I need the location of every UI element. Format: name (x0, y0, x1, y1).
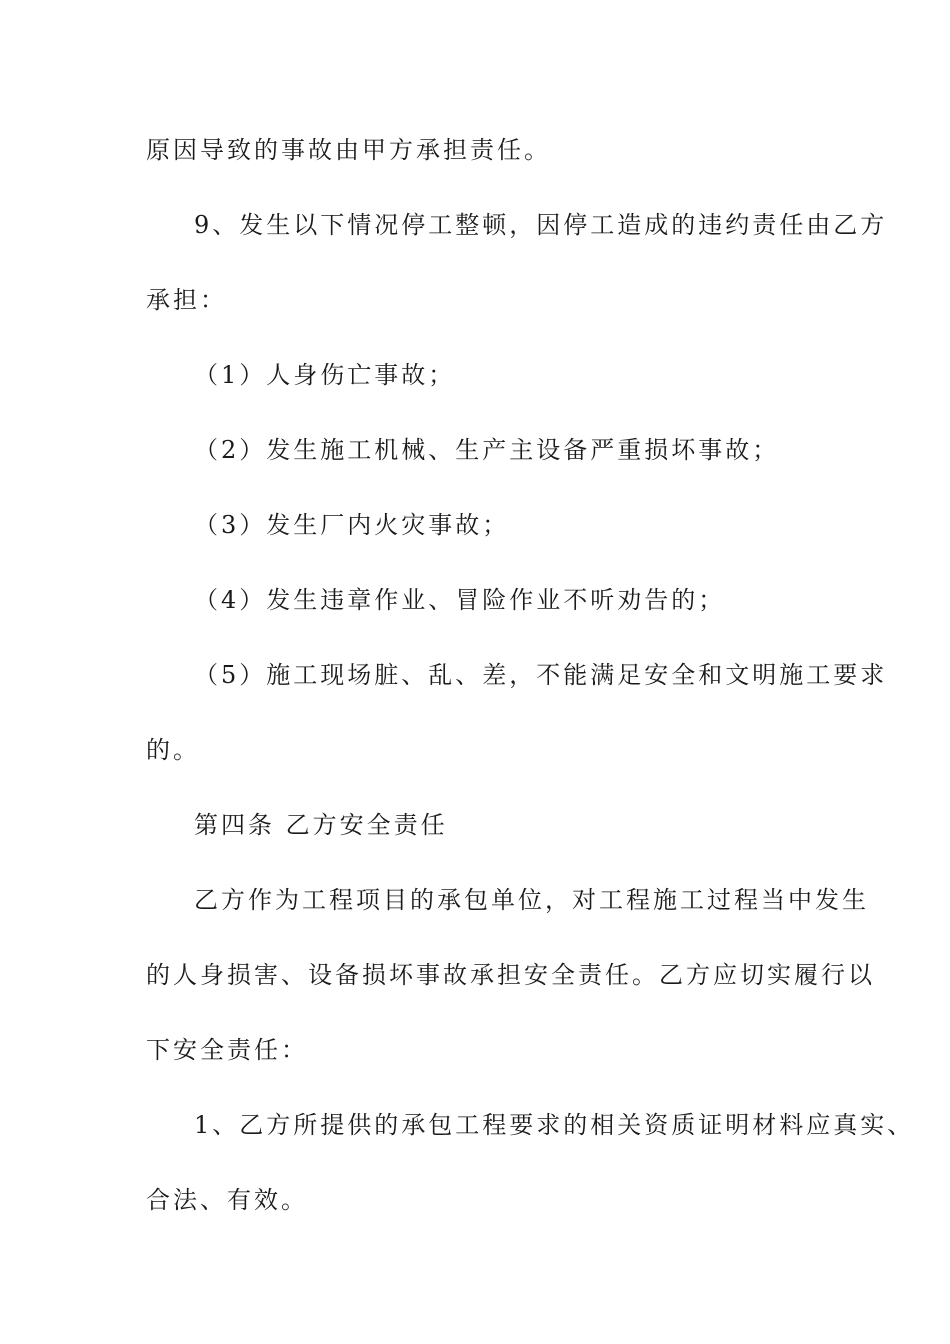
clause-9-line: 9、发生以下情况停工整顿，因停工造成的违约责任由乙方 (194, 211, 888, 239)
list-item-3: （3）发生厂内火灾事故； (194, 511, 510, 539)
paragraph-line: 下安全责任： (146, 1036, 308, 1064)
paragraph-line: 乙方作为工程项目的承包单位，对工程施工过程当中发生 (194, 886, 869, 914)
paragraph-line: 的。 (146, 736, 200, 764)
list-item-5: （5）施工现场脏、乱、差，不能满足安全和文明施工要求 (194, 661, 888, 689)
paragraph-line: 合法、有效。 (146, 1186, 308, 1214)
paragraph-line: 原因导致的事故由甲方承担责任。 (146, 136, 551, 164)
list-item-2: （2）发生施工机械、生产主设备严重损坏事故； (194, 436, 780, 464)
list-item-4: （4）发生违章作业、冒险作业不听劝告的； (194, 586, 726, 614)
list-item-1: （1）人身伤亡事故； (194, 361, 456, 389)
section-heading: 第四条 乙方安全责任 (194, 811, 448, 839)
clause-1-line: 1、乙方所提供的承包工程要求的相关资质证明材料应真实、 (194, 1111, 915, 1139)
paragraph-line: 承担： (146, 286, 227, 314)
paragraph-line: 的人身损害、设备损坏事故承担安全责任。乙方应切实履行以 (146, 961, 875, 989)
